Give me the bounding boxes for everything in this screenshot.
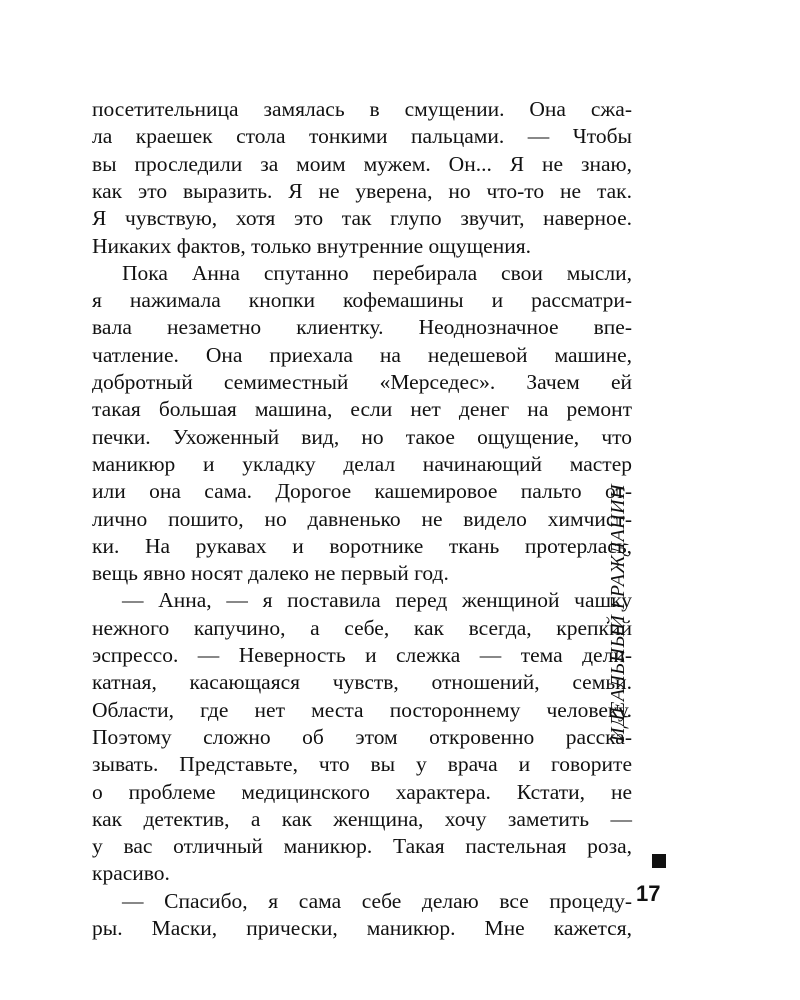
text-line: Области, где нет места постороннему человеку. xyxy=(92,697,632,722)
text-line: добротный семиместный «Мерседес». Зачем ей xyxy=(92,370,632,394)
text-line: печки. Ухоженный вид, но такое ощущение, что xyxy=(92,424,632,449)
text-line: Никаких фактов, только внутренние ощущения. xyxy=(92,233,531,258)
section-marker-square-icon xyxy=(652,854,666,868)
text-line: Пока Анна спутанно перебирала свои мысли, xyxy=(122,260,632,285)
text-line: катная, касающаяся чувств, отношений, семьи. xyxy=(92,670,632,695)
text-line: посетительница замялась в смущении. Она сжа- xyxy=(92,97,632,121)
text-line: Поэтому сложно об этом откровенно расска- xyxy=(92,724,632,749)
text-line: как детектив, а как женщина, хочу заметить — xyxy=(92,806,632,831)
text-line: о проблеме медицинского характера. Кстати, не xyxy=(92,779,632,804)
text-line: эспрессо. — Неверность и слежка — тема дели- xyxy=(92,643,632,667)
text-line: зывать. Представьте, что вы у врача и говорите xyxy=(92,752,632,777)
text-line: вала незаметно клиентку. Неоднозначное впе- xyxy=(92,315,632,340)
text-line: чатление. Она приехала на недешевой машине, xyxy=(92,342,632,367)
page-number: 17 xyxy=(636,881,661,906)
text-line: вы проследили за моим мужем. Он... Я не знаю, xyxy=(92,151,632,176)
text-line: — Спасибо, я сама себе делаю все процеду- xyxy=(122,888,632,913)
text-line: ла краешек стола тонкими пальцами. — Чтобы xyxy=(92,124,632,149)
text-line: как это выразить. Я не уверена, но что-то не так. xyxy=(92,178,632,203)
text-line: ры. Маски, прически, маникюр. Мне кажется, xyxy=(92,916,632,940)
text-line: я нажимала кнопки кофемашины и рассматри- xyxy=(92,288,632,313)
text-line: лично пошито, но давненько не видело химчист- xyxy=(92,506,632,531)
text-line: или она сама. Дорогое кашемировое пальто от- xyxy=(92,479,632,504)
text-line: ки. На рукавах и воротнике ткань протерлась, xyxy=(92,533,632,558)
text-line: маникюр и укладку делал начинающий мастер xyxy=(92,451,632,476)
text-line: нежного капучино, а себе, как всегда, крепкий xyxy=(92,615,632,640)
text-line: красиво. xyxy=(92,861,170,886)
text-line: Я чувствую, хотя это так глупо звучит, наверное. xyxy=(92,206,632,231)
text-line: — Анна, — я поставила перед женщиной чашку xyxy=(122,588,632,613)
text-line: вещь явно носят далеко не первый год. xyxy=(92,561,449,586)
running-title: ИДЕАЛЬНЫЙ ГРАЖДАНИН xyxy=(607,483,629,742)
text-line: у вас отличный маникюр. Такая пастельная роза, xyxy=(92,834,632,859)
text-line: такая большая машина, если нет денег на ремонт xyxy=(92,397,632,422)
